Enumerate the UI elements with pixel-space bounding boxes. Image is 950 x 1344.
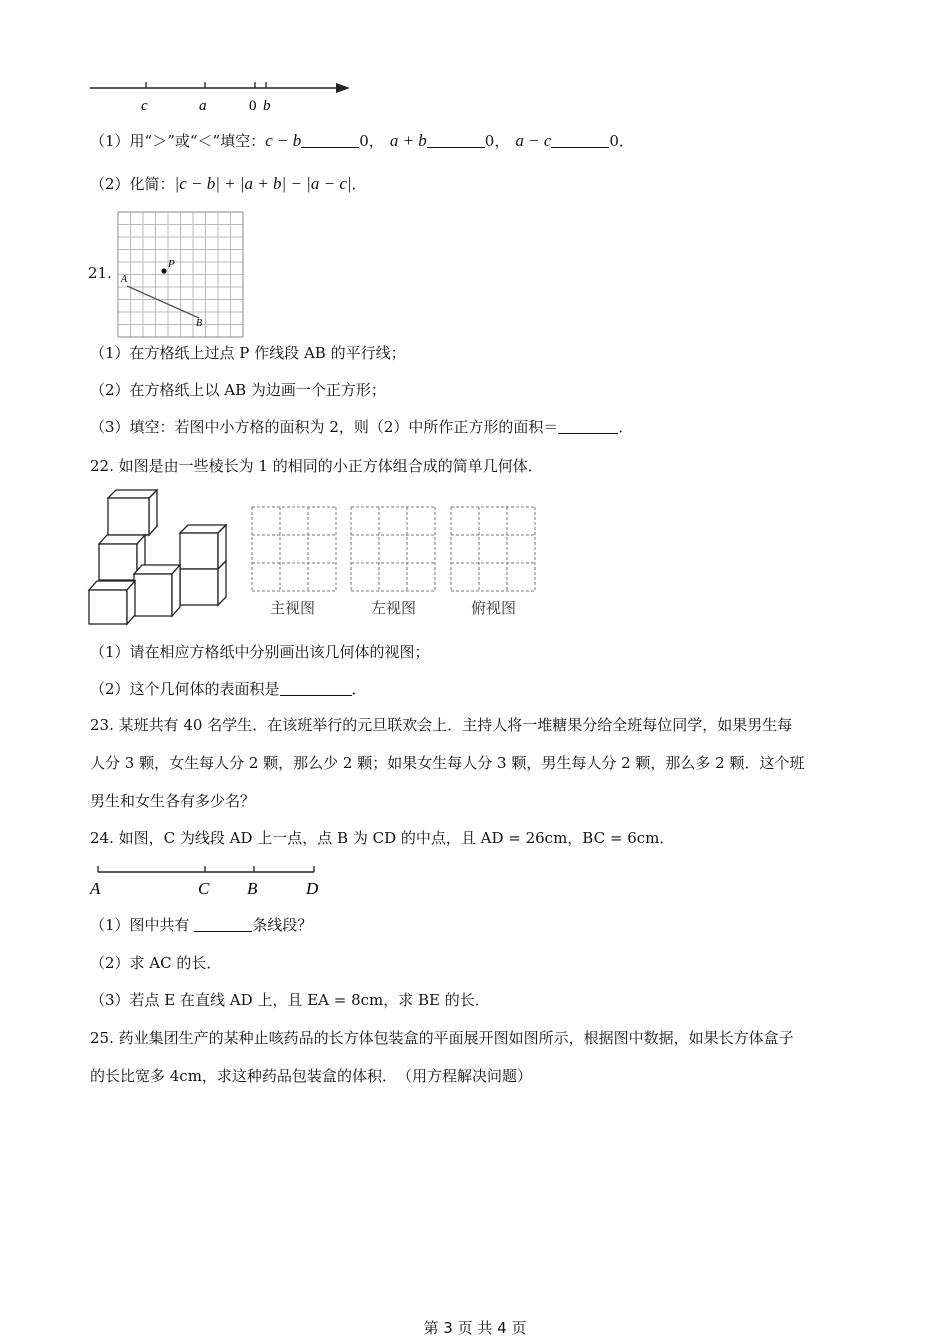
q21-part3: （3）填空：若图中小方格的面积为 2，则（2）中所作正方形的面积＝ ．: [90, 418, 634, 436]
numberline-label-0: 0: [249, 98, 257, 114]
numberline-label-c: c: [141, 98, 148, 114]
q20-blank-2[interactable]: [427, 133, 485, 148]
q25-line2: 的长比宽多 4cm，求这种药品包装盒的体积． （用方程解决问题）: [90, 1067, 532, 1085]
caption-left-view: 左视图: [371, 599, 417, 617]
q20-simplify-expr: |c − b| + |a + b| − |a − c|: [174, 174, 352, 193]
q20-blank-3[interactable]: [551, 133, 609, 148]
q24-part3: （3）若点 E 在直线 AD 上，且 EA = 8cm，求 BE 的长．: [90, 991, 490, 1009]
segment-label-a: A: [90, 879, 101, 898]
segment-label-d: D: [306, 879, 319, 898]
numberline-label-b: b: [263, 98, 271, 114]
q20-blank-1[interactable]: [301, 133, 359, 148]
q21-part2: （2）在方格纸上以 AB 为边画一个正方形；: [90, 381, 386, 399]
q23-line2: 人分 3 颗，女生每人分 2 颗，那么少 2 颗；如果女生每人分 3 颗，男生每人分 2 颗，那么多 2 颗．这个班: [90, 754, 805, 772]
page-footer: 第 3 页 共 4 页: [423, 1319, 527, 1337]
number-line: [0, 0, 950, 120]
label-a: A: [121, 274, 128, 285]
q22-title: 22. 如图是由一些棱长为 1 的相同的小正方体组合成的简单几何体．: [90, 457, 543, 475]
q20-part1: （1）用“＞”或“＜”填空：c − b 0， a + b 0， a − c 0．: [90, 131, 634, 150]
q24-title: 24. 如图，C 为线段 AD 上一点，点 B 为 CD 的中点，且 AD = 26cm，BC = 6cm．: [90, 829, 675, 847]
q21-part1: （1）在方格纸上过点 P 作线段 AB 的平行线；: [90, 344, 406, 362]
q22-blank[interactable]: [280, 681, 352, 696]
q20-expr-1: c − b: [265, 131, 302, 150]
caption-top-view: 俯视图: [471, 599, 517, 617]
q24-part2: （2）求 AC 的长．: [90, 954, 222, 972]
q24-part1: （1）图中共有 条线段？: [90, 916, 313, 934]
segment-label-b: B: [247, 879, 258, 898]
q24-segment-figure: [80, 860, 340, 900]
caption-front-view: 主视图: [270, 599, 316, 617]
q21-grid-figure: [117, 211, 244, 332]
label-b: B: [196, 318, 203, 329]
q22-view-grids: [250, 505, 540, 620]
q20-expr-3: a − c: [515, 131, 552, 150]
q21-number: 21.: [88, 264, 112, 282]
segment-label-c: C: [198, 879, 210, 898]
q24-blank[interactable]: [194, 917, 252, 932]
numberline-label-a: a: [199, 98, 207, 114]
q20-expr-2: a + b: [389, 131, 427, 150]
label-p: P: [168, 258, 175, 270]
q23-line3: 男生和女生各有多少名？: [90, 792, 256, 810]
point-p: [161, 268, 166, 273]
q20-part2: （2）化简：|c − b| + |a + b| − |a − c|．: [90, 174, 367, 193]
q22-cube-figure: [80, 485, 240, 630]
q25-line1: 25. 药业集团生产的某种止咳药品的长方体包装盒的平面展开图如图所示，根据图中数据，如果长方体盒子: [90, 1029, 794, 1047]
q22-part1: （1）请在相应方格纸中分别画出该几何体的视图；: [90, 643, 430, 661]
q23-line1: 23. 某班共有 40 名学生．在该班举行的元旦联欢会上．主持人将一堆糖果分给全班每位同学，如果男生每: [90, 716, 793, 734]
q21-blank[interactable]: [558, 419, 618, 434]
q22-part2: （2）这个几何体的表面积是 ．: [90, 680, 367, 698]
